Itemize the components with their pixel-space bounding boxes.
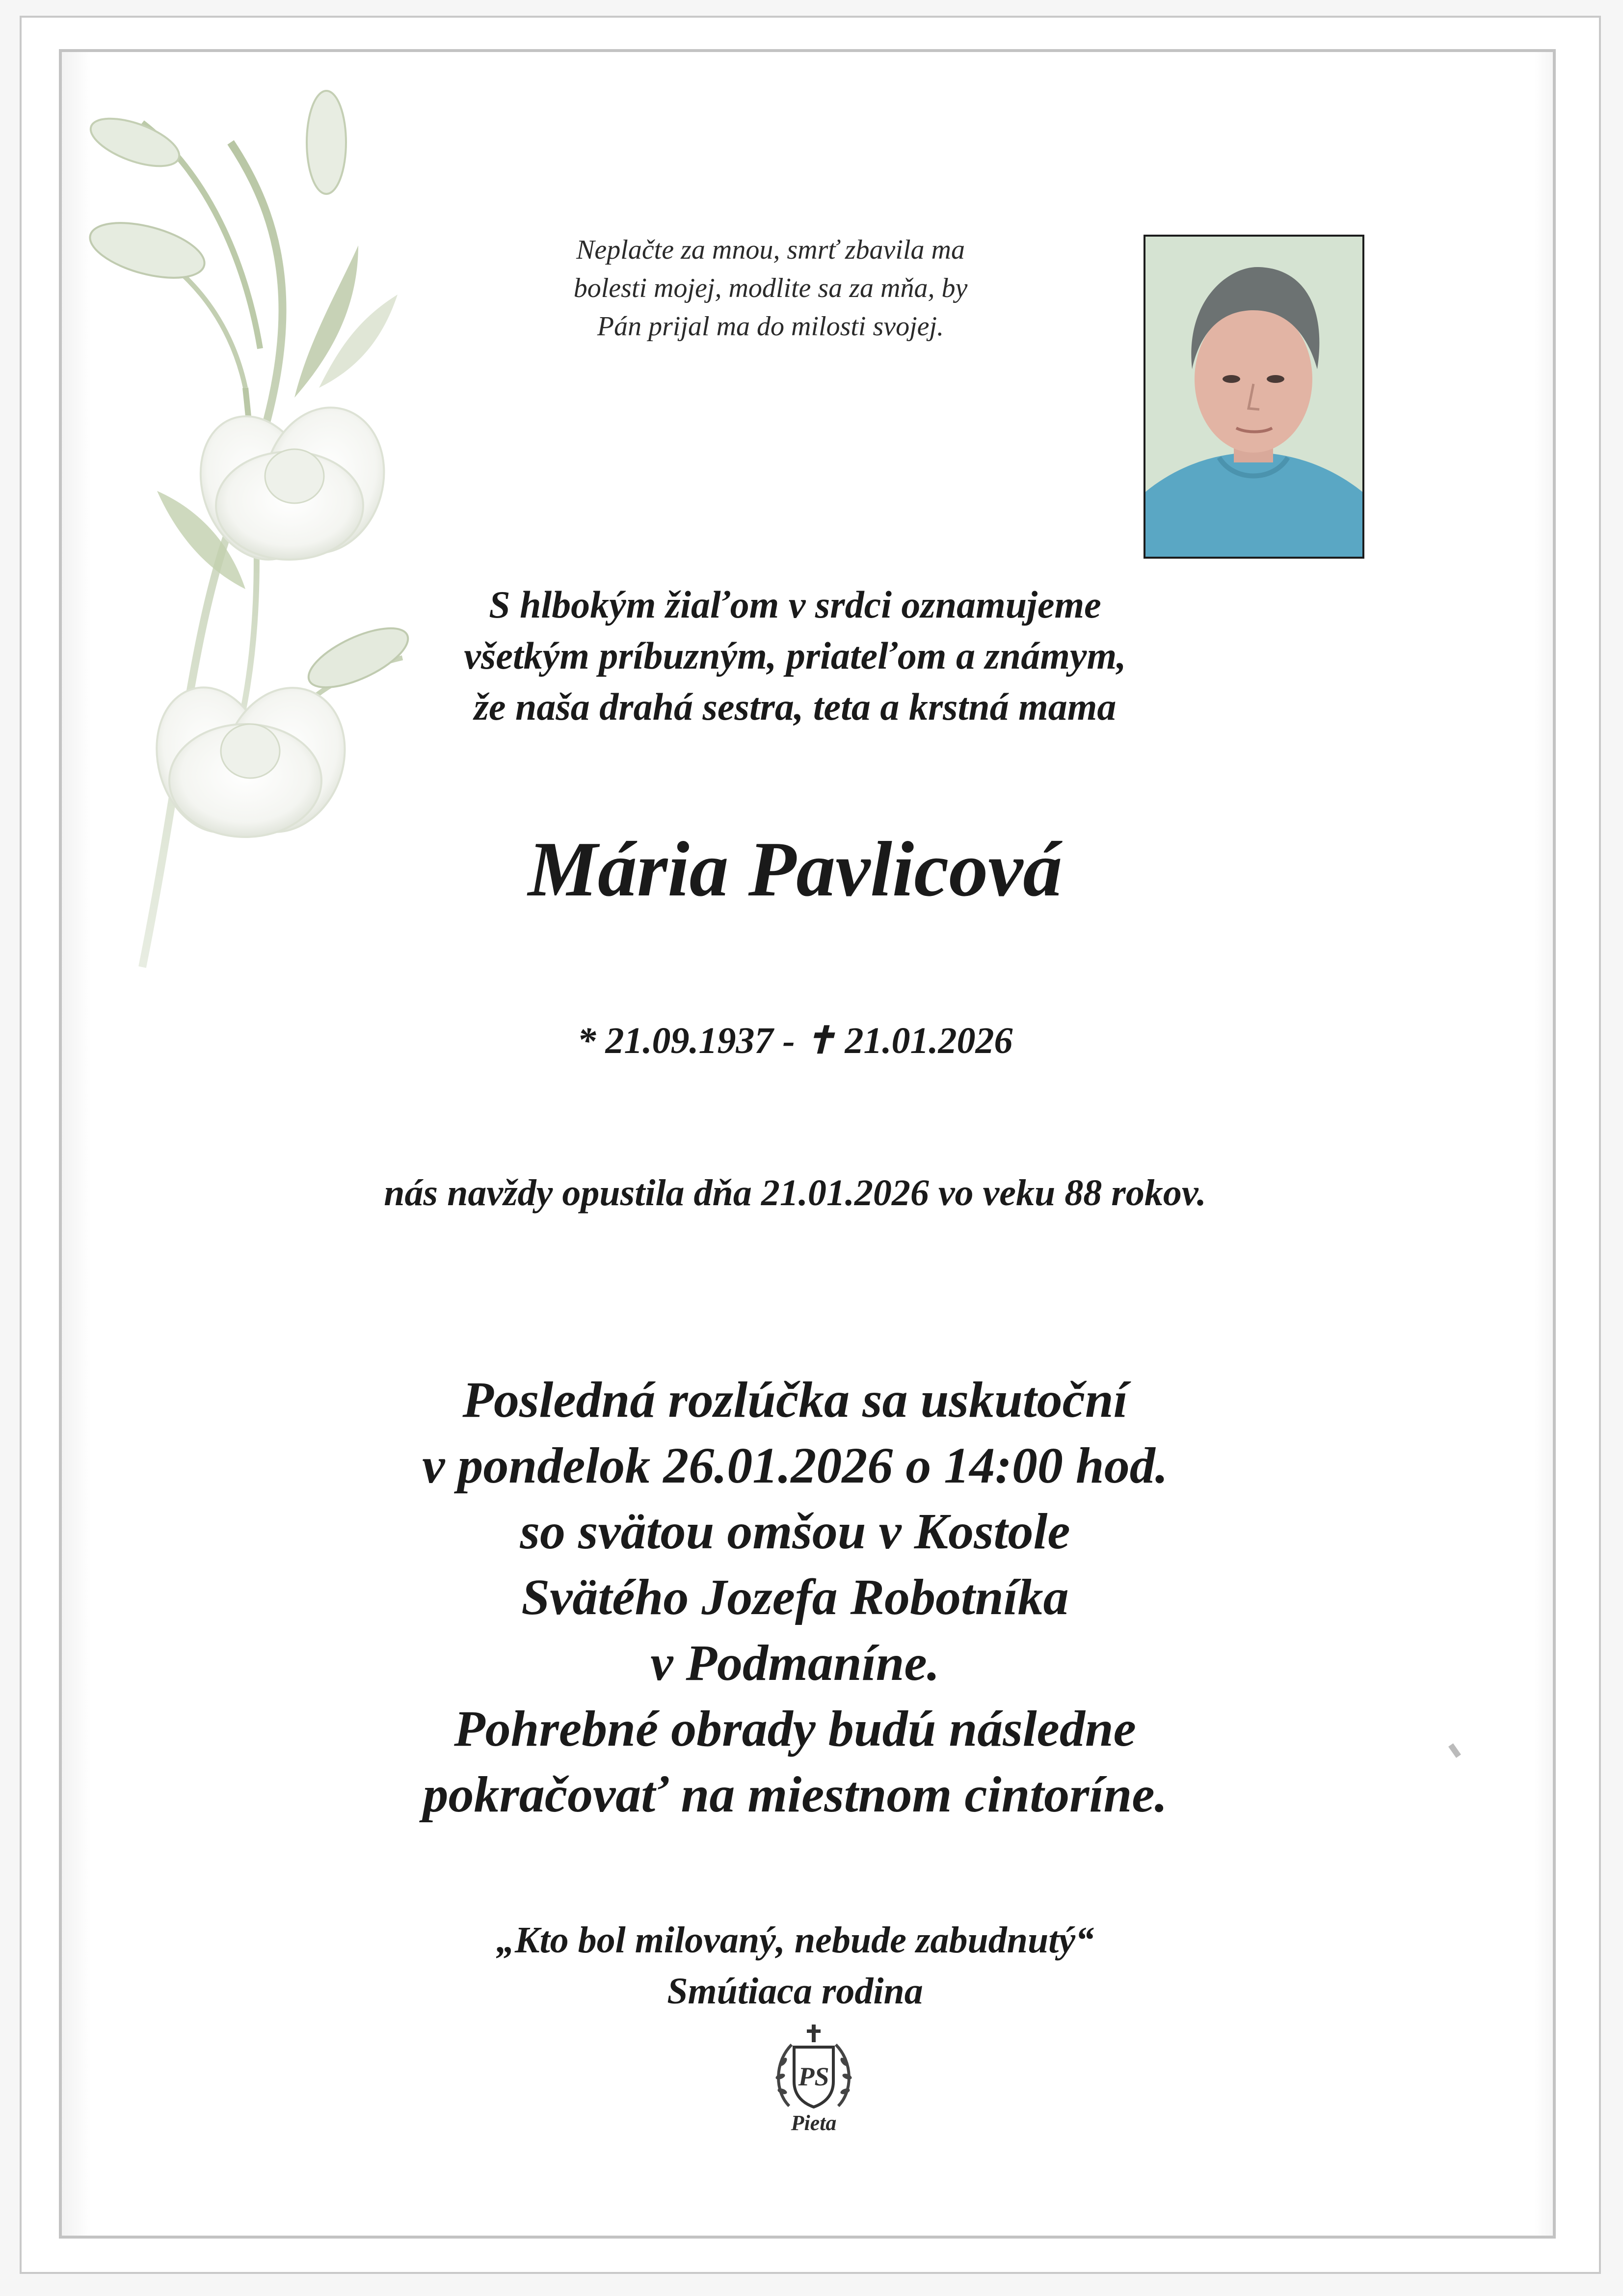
closing-block bbox=[344, 1915, 1247, 2017]
announcement-text bbox=[344, 579, 1247, 732]
funeral-line: pokračovať na miestnom cintoríne. bbox=[423, 1766, 1168, 1823]
logo-label: Pieta bbox=[791, 2111, 837, 2135]
deceased-portrait-photo bbox=[1144, 235, 1364, 559]
announcement-line: že naša drahá sestra, teta a krstná mama bbox=[474, 685, 1117, 728]
family-signature: Smútiaca rodina bbox=[667, 1971, 923, 2012]
funeral-line: Svätého Jozefa Robotníka bbox=[521, 1569, 1069, 1625]
portrait-image bbox=[1145, 237, 1362, 557]
cross-icon: ✝ bbox=[804, 1020, 836, 1061]
announcement-line: S hlbokým žiaľom v srdci oznamujeme bbox=[489, 583, 1101, 626]
motto-line: Neplačte za mnou, smrť zbavila ma bbox=[576, 235, 965, 265]
motto-verse bbox=[491, 231, 1050, 346]
funeral-line: v pondelok 26.01.2026 o 14:00 hod. bbox=[422, 1437, 1168, 1494]
funeral-details bbox=[294, 1367, 1296, 1828]
life-dates bbox=[344, 1016, 1247, 1065]
funeral-line: so svätou omšou v Kostole bbox=[520, 1503, 1070, 1560]
funeral-line: Posledná rozlúčka sa uskutoční bbox=[462, 1372, 1128, 1428]
motto-line: bolesti mojej, modlite sa za mňa, by bbox=[573, 273, 968, 303]
memorial-quote: „Kto bol milovaný, nebude zabudnutý“ bbox=[496, 1919, 1094, 1961]
announcement-line: všetkým príbuzným, priateľom a známym, bbox=[464, 634, 1126, 677]
funeral-line: Pohrebné obrady budú následne bbox=[454, 1701, 1136, 1757]
motto-line: Pán prijal ma do milosti svojej. bbox=[597, 311, 944, 342]
birth-date: * 21.09.1937 - bbox=[577, 1020, 795, 1061]
funeral-line: v Podmaníne. bbox=[650, 1635, 940, 1691]
logo-monogram: PS bbox=[798, 2062, 829, 2091]
deceased-name: Mária Pavlicová bbox=[528, 825, 1063, 913]
death-notice: nás navždy opustila dňa 21.01.2026 vo veku 88 rokov. bbox=[384, 1172, 1206, 1214]
death-date: 21.01.2026 bbox=[845, 1020, 1013, 1061]
